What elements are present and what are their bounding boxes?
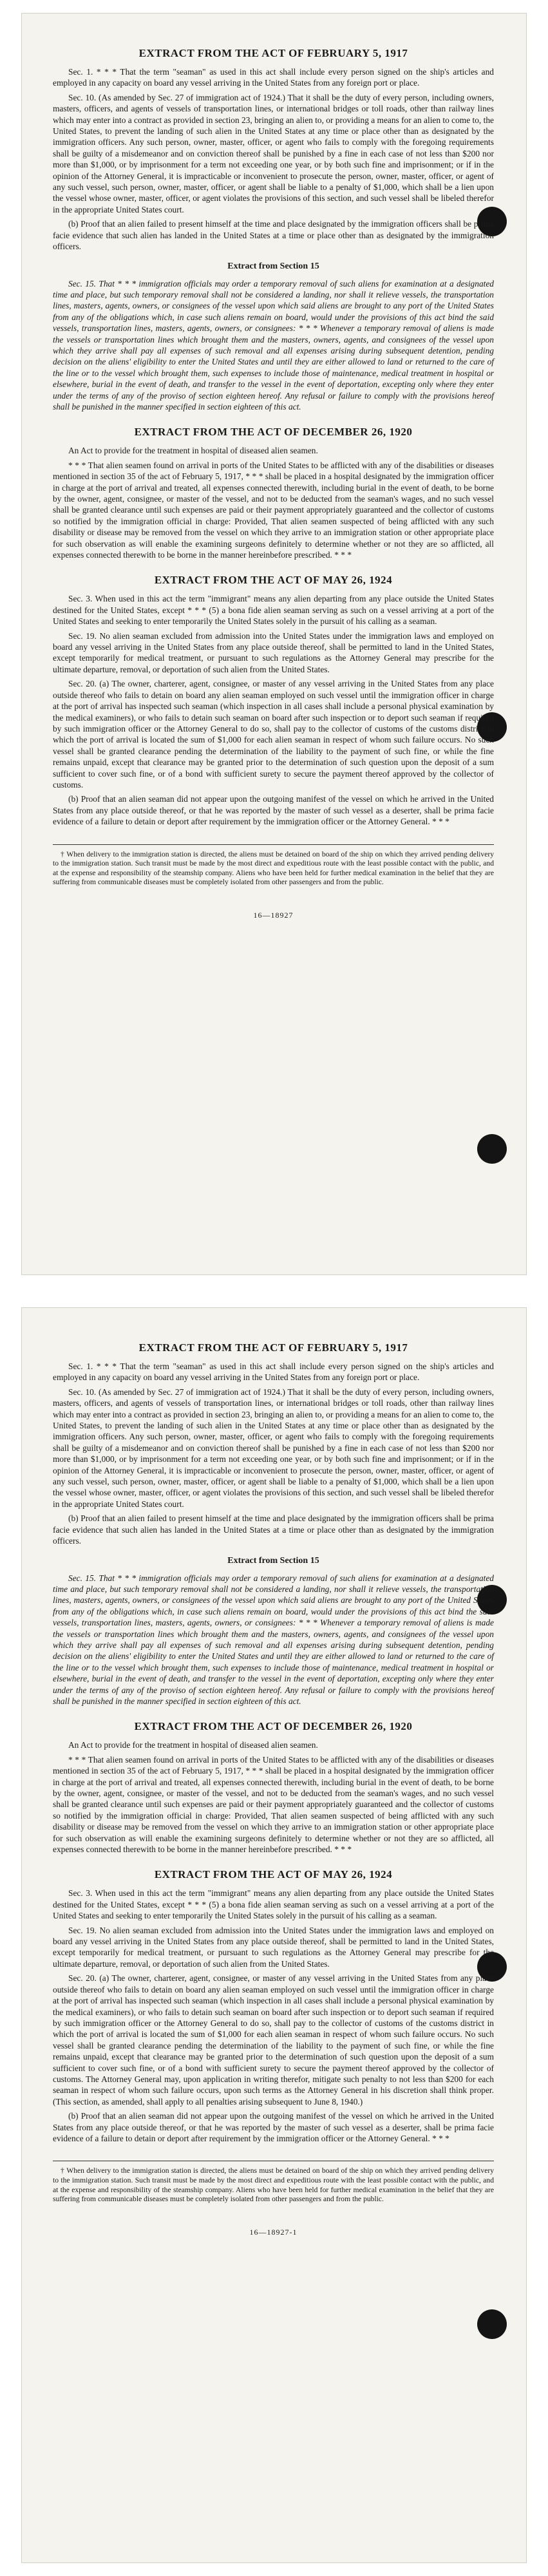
paragraph: Sec. 15. That * * * immigration officials may order a temporary removal of such aliens for examination at a designated time and place, but such temporary removal shall not be considered a landing, nor shall it relieve vessels, the transportation lines, masters, agents, owners, or consignees of the vessel upon which said aliens are brought to any port of the United States from any of the obligations which, in case such aliens remain on board, would under the provisions of this act bind the said vessels, transportation lines, masters, agents, owners, or consignees: * * * Whenever a temporary removal of aliens is made the vessels or transportation lines which brought them and the masters, owners, agents, and consignees of the vessel upon which they arrive shall pay all expenses of such removal and all expenses arising during subsequent detention, pending decision on the aliens' eligibility to enter the United States and until they are either allowed to land or returned to the care of the line or to the vessel which brought them, such expenses to include those of maintenance, medical treatment in hospital or elsewhere, burial in the event of death, and transfer to the vessel in the event of deportation, excepting only where they enter under the terms of any of the proviso of section eighteen hereof. Any refusal or failure to comply with the provisions hereof shall be punished in the manner specified in section eighteen of this act. bbox=[53, 1573, 494, 1706]
section-title: EXTRACT FROM THE ACT OF DECEMBER 26, 1920 bbox=[134, 426, 413, 439]
section-extract-section-15 bbox=[53, 1556, 494, 1707]
footnote-mark: † bbox=[61, 849, 65, 858]
section-subtitle: Extract from Section 15 bbox=[227, 261, 319, 271]
section-act-dec-1920 bbox=[53, 426, 494, 560]
punch-hole bbox=[477, 2309, 507, 2339]
paragraph: * * * That alien seamen found on arrival in ports of the United States to be afflicted with any of the disabilities or diseases mentioned in section 35 of the act of February 5, 1917, * * * shall be placed in a hospital designated by the immigration officer in charge at the port of arrival and treated, all expenses connected therewith, including burial in the event of death, to be borne by the owner, agent, consignee, or master of the vessel, and not to be deducted from the seaman's wages, and no such vessel shall be granted clearance until such expenses are paid or their payment appropriately guaranteed and the collector of customs so notified by the immigration official in charge: Provided, That alien seamen suspected of being afflicted with any such disability or disease may be removed from the vessel on which they arrive to an immigration station or other appropriate place for such observation as will enable the examining surgeons definitely to determine whether or not they are so afflicted, all expenses connected therewith to be borne in the manner hereinbefore prescribed. * * * bbox=[53, 1754, 494, 1855]
paragraph: Sec. 3. When used in this act the term "immigrant" means any alien departing from any place outside the United States destined for the United States, except * * * (5) a bona fide alien seaman serving as such on a vessel arriving at a port of the United States and seeking to enter temporarily the United States solely in the pursuit of his calling as a seaman. bbox=[53, 594, 494, 627]
section-title: EXTRACT FROM THE ACT OF MAY 26, 1924 bbox=[154, 574, 393, 587]
section-title: EXTRACT FROM THE ACT OF FEBRUARY 5, 1917 bbox=[138, 1341, 408, 1354]
paragraph: An Act to provide for the treatment in hospital of diseased alien seamen. bbox=[68, 446, 318, 456]
paragraph: Sec. 15. That * * * immigration officials may order a temporary removal of such aliens for examination at a designated time and place, but such temporary removal shall not be considered a landing, nor shall it relieve vessels, the transportation lines, masters, agents, owners, or consignees of the vessel upon which said aliens are brought to any port of the United States from any of the obligations which, in case such aliens remain on board, would under the provisions of this act bind the said vessels, transportation lines, masters, agents, owners, or consignees: * * * Whenever a temporary removal of aliens is made the vessels or transportation lines which brought them and the masters, owners, agents, and consignees of the vessel upon which they arrive shall pay all expenses of such removal and all expenses arising during subsequent detention, pending decision on the aliens' eligibility to enter the United States and until they are either allowed to land or returned to the care of the line or to the vessel which brought them, such expenses to include those of maintenance, medical treatment in hospital or elsewhere, burial in the event of death, and transfer to the vessel in the event of deportation, excepting only where they enter under the terms of any of the proviso of section eighteen hereof. Any refusal or failure to comply with the provisions hereof shall be punished in the manner specified in section eighteen of this act. bbox=[53, 278, 494, 412]
paragraph: An Act to provide for the treatment in hospital of diseased alien seamen. bbox=[68, 1740, 318, 1750]
section-subtitle: Extract from Section 15 bbox=[227, 1555, 319, 1566]
paragraph: * * * That alien seamen found on arrival in ports of the United States to be afflicted with any of the disabilities or diseases mentioned in section 35 of the act of February 5, 1917, * * * shall be placed in a hospital designated by the immigration officer in charge at the port of arrival and treated, all expenses connected therewith, including burial in the event of death, to be borne by the owner, agent, consignee, or master of the vessel, and not to be deducted from the seaman's wages, and no such vessel shall be granted clearance until such expenses are paid or their payment appropriately guaranteed and the collector of customs so notified by the immigration official in charge: Provided, That alien seamen suspected of being afflicted with any such disability or disease may be removed from the vessel on which they arrive to an immigration station or other appropriate place for such observation as will enable the examining surgeons definitely to determine whether or not they are so afflicted, all expenses connected therewith to be borne in the manner hereinbefore prescribed. * * * bbox=[53, 460, 494, 560]
page-content bbox=[53, 47, 494, 920]
section-act-may-1924 bbox=[53, 574, 494, 827]
paragraph: Sec. 1. * * * That the term "seaman" as used in this act shall include every person signed on the ship's articles and employed in any capacity on board any vessel arriving in the United States from any foreign port or place. bbox=[53, 1361, 494, 1383]
paragraph: Sec. 20. (a) The owner, charterer, agent, consignee, or master of any vessel arriving in the United States from any place outside thereof who fails to detain on board any alien seaman employed on such vessel until the immigration officer in charge at the port of arrival has inspected such seaman (which inspection in all cases shall include a personal physical examination by the medical examiners), or who fails to detain such seaman on board after such inspection or to deport such seaman if required by such immigration officer or the Attorney General to do so, shall pay to the collector of customs of the customs district in which the port of arrival is located the sum of $1,000 for each alien seaman in respect of whom such failure occurs. No such vessel shall be granted clearance pending the determination of the liability to the payment of such fine, or while the fine remains unpaid, except that clearance may be granted prior to the determination of such question upon the deposit of a sum sufficient to cover such fine, or of a bond with sufficient surety to secure the payment thereof approved by the collector of customs. The Attorney General may, upon application in writing therefor, mitigate such penalty to not less than $200 for each seaman in respect of whom such failure occurs, upon such terms as the Attorney General in his discretion shall think proper. (This section, as amended, shall apply to all penalties arising subsequent to June 8, 1940.) bbox=[53, 1973, 494, 2107]
paragraph: Sec. 1. * * * That the term "seaman" as used in this act shall include every person signed on the ship's articles and employed in any capacity on board any vessel arriving in the United States from any foreign port or place. bbox=[53, 67, 494, 88]
section-extract-section-15 bbox=[53, 261, 494, 413]
document-page-1 bbox=[21, 13, 527, 1275]
section-title: EXTRACT FROM THE ACT OF DECEMBER 26, 1920 bbox=[134, 1720, 413, 1733]
paragraph: Sec. 10. (As amended by Sec. 27 of immigration act of 1924.) That it shall be the duty of every person, including owners, masters, officers, and agents of vessels of transportation lines, or international bridges or toll roads, other than railway lines which may enter into a contract as provided in section 23, bringing an alien to, or providing a means for an alien to come to, the United States, to prevent the landing of such alien in the United States at any time or place other than as designated by the immigration officers. Any such person, owner, master, officer, or agent who fails to comply with the foregoing requirements shall be guilty of a misdemeanor and on conviction thereof shall be punished by a fine in each case of not less than $200 nor more than $1,000, or by imprisonment for a term not exceeding one year, or by both such fine and imprisonment; or if in the opinion of the Attorney General, it is impracticable or inconvenient to prosecute the person, owner, master, officer, or agent of any such vessel, such person, owner, master, officer, or agent shall be liable to a penalty of $1,000, which shall be a lien upon the vessel whose owner, master, officer, or agent violates the provisions of this section, and such vessel shall be libeled therefor in the appropriate United States court. bbox=[53, 92, 494, 214]
footnote-text: When delivery to the immigration station is directed, the aliens must be detained on board of the ship on which they arrived pending delivery to the immigration station. Such transit must be made by the most direct and expeditious route with the least possible contact with the public, and at the expense and responsibility of the steamship company. Aliens who have been held for further medical examination in the belief that they are suffering from communicable diseases must be completely isolated from other passengers and from the public. bbox=[53, 2166, 494, 2204]
punch-hole bbox=[477, 1134, 507, 1164]
footnote bbox=[53, 850, 494, 887]
section-act-feb-1917 bbox=[53, 47, 494, 252]
form-code: 16—18927 bbox=[253, 910, 294, 920]
page-content bbox=[53, 1341, 494, 2237]
section-title: EXTRACT FROM THE ACT OF MAY 26, 1924 bbox=[154, 1868, 393, 1881]
paragraph: (b) Proof that an alien seaman did not appear upon the outgoing manifest of the vessel on which he arrived in the United States from any place outside thereof, or that he was reported by the master of such vessel as a deserter, shall be prima facie evidence of a failure to detain or deport after requirement by the immigration officer or the Attorney General. * * * bbox=[53, 2111, 494, 2143]
paragraph: Sec. 10. (As amended by Sec. 27 of immigration act of 1924.) That it shall be the duty of every person, including owners, masters, officers, and agents of vessels of transportation lines, or international bridges or toll roads, other than railway lines which may enter into a contract as provided in section 23, bringing an alien to, or providing a means for an alien to come to, the United States, to prevent the landing of such alien in the United States at any time or place other than as designated by the immigration officers. Any such person, owner, master, officer, or agent who fails to comply with the foregoing requirements shall be guilty of a misdemeanor and on conviction thereof shall be punished by a fine in each case of not less than $200 nor more than $1,000, or by imprisonment for a term not exceeding one year, or by both such fine and imprisonment; or if in the opinion of the Attorney General, it is impracticable or inconvenient to prosecute the person, owner, master, officer, or agent of any such vessel, such person, owner, master, officer, or agent shall be liable to a penalty of $1,000, which shall be a lien upon the vessel whose owner, master, officer, or agent violates the provisions of this section, and such vessel shall be libeled therefor in the appropriate United States court. bbox=[53, 1387, 494, 1509]
paragraph: Sec. 20. (a) The owner, charterer, agent, consignee, or master of any vessel arriving in the United States from any place outside thereof who fails to detain on board any alien seaman employed on such vessel until the immigration officer in charge at the port of arrival has inspected such seaman (which inspection in all cases shall include a personal physical examination by the medical examiners), or who fails to detain such seaman on board after such inspection or to deport such seaman if required by such immigration officer or the Attorney General to do so, shall pay to the collector of customs of the customs district in which the port of arrival is located the sum of $1,000 for each alien seaman in respect of whom such failure occurs. No such vessel shall be granted clearance pending the determination of the liability to the payment of such fine, or while the fine remains unpaid, except that clearance may be granted prior to the determination of such question upon the deposit of a sum sufficient to cover such fine, or of a bond with sufficient surety to secure the payment thereof approved by the collector of customs. bbox=[53, 679, 494, 790]
form-code: 16—18927-1 bbox=[249, 2227, 298, 2237]
footnote-mark: † bbox=[61, 2166, 65, 2175]
paragraph: Sec. 3. When used in this act the term "immigrant" means any alien departing from any place outside the United States destined for the United States, except * * * (5) a bona fide alien seaman serving as such on a vessel arriving at a port of the United States and seeking to enter temporarily the United States solely in the pursuit of his calling as a seaman. bbox=[53, 1888, 494, 1921]
footnote-divider bbox=[53, 844, 494, 845]
section-title: EXTRACT FROM THE ACT OF FEBRUARY 5, 1917 bbox=[138, 47, 408, 59]
footnote bbox=[53, 2166, 494, 2204]
paragraph: (b) Proof that an alien failed to present himself at the time and place designated by the immigration officers shall be prima facie evidence that such alien has landed in the United States at a time or place other than as designated by the immigration officers. bbox=[53, 219, 494, 252]
footnote-text: When delivery to the immigration station is directed, the aliens must be detained on board of the ship on which they arrived pending delivery to the immigration station. Such transit must be made by the most direct and expeditious route with the least possible contact with the public, and at the expense and responsibility of the steamship company. Aliens who have been held for further medical examination in the belief that they are suffering from communicable diseases must be completely isolated from other passengers and from the public. bbox=[53, 849, 494, 887]
paragraph: Sec. 19. No alien seaman excluded from admission into the United States under the immigration laws and employed on board any vessel arriving in the United States from any place outside thereof, shall be permitted to land in the United States, except temporarily for medical treatment, or pursuant to such regulations as the Attorney General may prescribe for the ultimate departure, removal, or deportation of such alien from the United States. bbox=[53, 1925, 494, 1969]
paragraph: (b) Proof that an alien seaman did not appear upon the outgoing manifest of the vessel on which he arrived in the United States from any place outside thereof, or that he was reported by the master of such vessel as a deserter, shall be prima facie evidence of a failure to detain or deport after requirement by the immigration officer or the Attorney General. * * * bbox=[53, 794, 494, 827]
document-page-2 bbox=[21, 1307, 527, 2563]
section-act-feb-1917 bbox=[53, 1341, 494, 1547]
section-act-may-1924 bbox=[53, 1868, 494, 2144]
section-act-dec-1920 bbox=[53, 1720, 494, 1855]
paragraph: Sec. 19. No alien seaman excluded from admission into the United States under the immigration laws and employed on board any vessel arriving in the United States from any place outside thereof, shall be permitted to land in the United States, except temporarily for medical treatment, or pursuant to such regulations as the Attorney General may prescribe for the ultimate departure, removal, or deportation of such alien from the United States. bbox=[53, 630, 494, 674]
paragraph: (b) Proof that an alien failed to present himself at the time and place designated by the immigration officers shall be prima facie evidence that such alien has landed in the United States at a time or place other than as designated by the immigration officers. bbox=[53, 1513, 494, 1546]
